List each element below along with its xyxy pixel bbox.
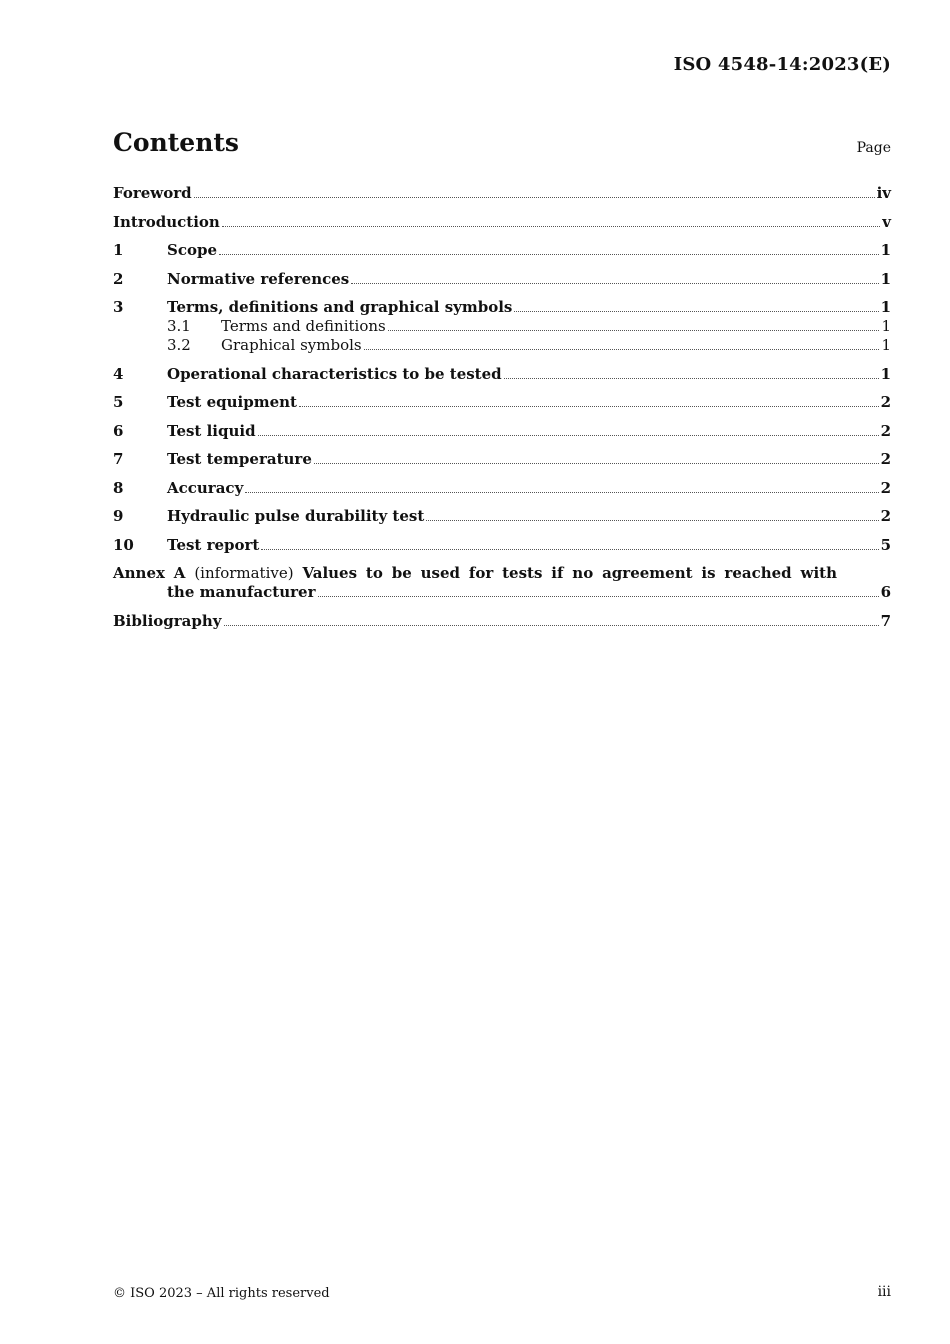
- toc-entry-subclause-3-2[interactable]: [113, 336, 891, 355]
- dot-leader: [314, 463, 879, 464]
- toc-entry-introduction[interactable]: [113, 213, 891, 232]
- toc-entry-title: Accuracy: [167, 478, 244, 497]
- page-column-label: Page: [856, 140, 891, 156]
- toc-entry-clause-5[interactable]: [113, 393, 891, 412]
- toc-entry-page: 1: [880, 241, 891, 259]
- toc-entry-page: 2: [880, 478, 891, 497]
- toc-entry-foreword[interactable]: [113, 184, 891, 203]
- toc-entry-number: 1: [113, 241, 124, 259]
- footer-page-number: iii: [877, 1284, 891, 1300]
- dot-leader: [245, 492, 878, 493]
- document-id: ISO 4548-14:2023(E): [673, 54, 891, 75]
- toc-entry-page: v: [882, 212, 891, 231]
- toc-entry-page: 1: [880, 269, 891, 288]
- toc-entry-page: 1: [880, 298, 891, 316]
- dot-leader: [224, 625, 879, 626]
- toc-entry-title: Graphical symbols: [221, 336, 362, 354]
- contents-title: Contents: [113, 128, 240, 157]
- dot-leader: [194, 197, 875, 198]
- toc-entry-number: 10: [113, 535, 134, 554]
- toc-entry-page: 2: [880, 421, 891, 440]
- toc-entry-title: Normative references: [167, 269, 350, 288]
- toc-entry-clause-1[interactable]: [113, 241, 891, 260]
- toc-entry-title: Introduction: [113, 212, 220, 231]
- toc-entry-number: 3.1: [167, 317, 191, 335]
- toc-entry-title: Terms, definitions and graphical symbols: [167, 298, 513, 316]
- toc-entry-number: 7: [113, 450, 124, 468]
- toc-entry-title: Test equipment: [167, 393, 297, 411]
- annex-heading-line: [113, 564, 837, 583]
- toc-entry-title: Test temperature: [167, 450, 312, 468]
- toc-entry-number: 3: [113, 298, 124, 316]
- toc-entry-number: 3.2: [167, 336, 191, 354]
- toc-entry-number: 5: [113, 393, 124, 411]
- annex-type: (informative): [194, 564, 294, 582]
- toc-entry-page: 2: [880, 507, 891, 525]
- table-of-contents: [113, 184, 891, 631]
- dot-leader: [426, 520, 878, 521]
- dot-leader: [504, 378, 879, 379]
- dot-leader: [261, 549, 878, 550]
- toc-entry-bibliography[interactable]: [113, 612, 891, 631]
- toc-entry-page: 6: [880, 583, 891, 601]
- toc-entry-title: Test liquid: [167, 421, 256, 440]
- toc-entry-page: 2: [880, 450, 891, 468]
- toc-entry-clause-2[interactable]: [113, 270, 891, 289]
- toc-entry-subclause-3-1[interactable]: [113, 317, 891, 336]
- toc-entry-page: 5: [880, 535, 891, 554]
- toc-entry-title: Operational characteristics to be tested: [167, 364, 502, 383]
- toc-entry-title: Scope: [167, 241, 218, 259]
- annex-title-line2: the manufacturer: [167, 583, 316, 601]
- footer-copyright: © ISO 2023 – All rights reserved: [113, 1286, 330, 1301]
- toc-entry-clause-6[interactable]: [113, 422, 891, 441]
- annex-label: Annex A: [113, 564, 186, 582]
- dot-leader: [514, 311, 878, 312]
- toc-entry-number: 8: [113, 478, 124, 497]
- toc-entry-page: 7: [880, 611, 891, 630]
- toc-entry-clause-8[interactable]: [113, 479, 891, 498]
- toc-entry-number: 9: [113, 507, 124, 525]
- toc-entry-title: Bibliography: [113, 611, 222, 630]
- toc-entry-clause-7[interactable]: [113, 450, 891, 469]
- toc-entry-number: 4: [113, 364, 124, 383]
- toc-entry-page: iv: [876, 184, 891, 202]
- toc-entry-clause-3[interactable]: [113, 298, 891, 317]
- toc-entry-number: 2: [113, 269, 124, 288]
- toc-entry-clause-10[interactable]: [113, 536, 891, 555]
- toc-entry-clause-4[interactable]: [113, 365, 891, 384]
- annex-title-continuation: [113, 583, 891, 602]
- dot-leader: [258, 435, 879, 436]
- toc-entry-annex-a[interactable]: [113, 564, 891, 602]
- dot-leader: [364, 349, 880, 350]
- toc-entry-title: Terms and definitions: [221, 317, 386, 335]
- dot-leader: [388, 330, 880, 331]
- toc-entry-number: 6: [113, 421, 124, 440]
- toc-entry-title: Test report: [167, 535, 260, 554]
- toc-entry-page: 2: [880, 393, 891, 411]
- dot-leader: [299, 406, 879, 407]
- toc-entry-page: 1: [880, 364, 891, 383]
- toc-entry-title: Foreword: [113, 184, 192, 202]
- dot-leader: [222, 226, 880, 227]
- dot-leader: [351, 283, 878, 284]
- toc-entry-page: 1: [881, 317, 891, 335]
- toc-entry-title: Hydraulic pulse durability test: [167, 507, 425, 525]
- dot-leader: [318, 596, 879, 597]
- toc-entry-clause-9[interactable]: [113, 507, 891, 526]
- annex-title-line1: Values to be used for tests if no agreement is reached with: [302, 564, 837, 582]
- dot-leader: [219, 254, 879, 255]
- contents-header: [113, 128, 891, 168]
- toc-entry-page: 1: [881, 336, 891, 354]
